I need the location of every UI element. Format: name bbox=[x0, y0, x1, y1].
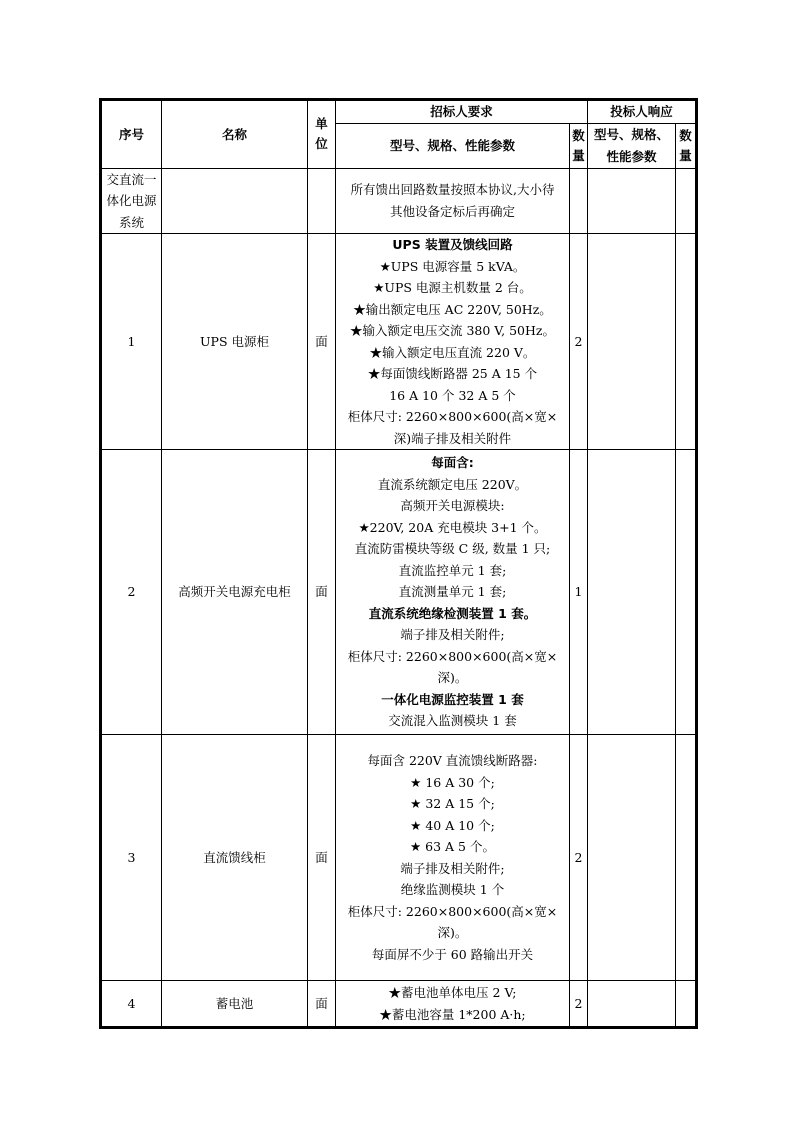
row-seq: 1 bbox=[101, 234, 162, 450]
row-resp-spec bbox=[588, 234, 676, 450]
row-qty: 2 bbox=[570, 234, 588, 450]
spec-line: 一体化电源监控装置 1 套 bbox=[381, 691, 524, 707]
row-spec bbox=[336, 168, 570, 234]
spec-line: ★ 16 A 30 个; bbox=[410, 774, 495, 790]
row-resp-qty bbox=[676, 981, 697, 1028]
spec-line: ★ 40 A 10 个; bbox=[410, 817, 495, 833]
row-resp-spec bbox=[588, 735, 676, 981]
spec-line: 柜体尺寸: 2260×800×600(高×宽× bbox=[347, 648, 558, 664]
row-qty: 2 bbox=[570, 981, 588, 1028]
header-resp-spec-line1: 型号、规格、 bbox=[594, 127, 670, 142]
spec-line: ★UPS 电源容量 5 kVA。 bbox=[379, 258, 526, 274]
table-row bbox=[101, 735, 697, 981]
spec-line: ★220V, 20A 充电模块 3+1 个。 bbox=[358, 519, 547, 535]
spec-line: 所有馈出回路数量按照本协议,大小待 bbox=[350, 182, 555, 198]
row-resp-qty bbox=[676, 735, 697, 981]
row-spec bbox=[336, 981, 570, 1028]
spec-line: ★输入额定电压交流 380 V, 50Hz。 bbox=[350, 323, 555, 338]
row-name-line: 体化电源 bbox=[106, 193, 157, 208]
table-row bbox=[101, 168, 697, 234]
spec-line: 柜体尺寸: 2260×800×600(高×宽× bbox=[347, 903, 558, 919]
spec-line: UPS 装置及馈线回路 bbox=[392, 237, 513, 252]
spec-line: ★蓄电池单体电压 2 V; bbox=[388, 985, 517, 1000]
row-spec bbox=[336, 450, 570, 735]
header-unit-text: 单位 bbox=[315, 116, 328, 152]
row-name bbox=[162, 168, 308, 234]
spec-line: 直流系统绝缘检测装置 1 套。 bbox=[368, 605, 537, 621]
row-unit: 面 bbox=[308, 234, 336, 450]
header-seq: 序号 bbox=[101, 100, 162, 169]
spec-line: 深)。 bbox=[437, 670, 468, 686]
row-seq: 2 bbox=[101, 450, 162, 735]
row-resp-qty bbox=[676, 234, 697, 450]
spec-line: ★输入额定电压直流 220 V。 bbox=[369, 344, 536, 360]
spec-line: 每面屏不少于 60 路输出开关 bbox=[371, 946, 534, 962]
row-resp-spec bbox=[588, 981, 676, 1028]
spec-line: ★UPS 电源主机数量 2 台。 bbox=[373, 280, 532, 295]
header-tender-requirements: 招标人要求 bbox=[336, 100, 588, 124]
spec-line: 16 A 10 个 32 A 5 个 bbox=[389, 387, 516, 403]
spec-line: 直流防雷模块等级 C 级, 数量 1 只; bbox=[354, 541, 551, 557]
row-name: 高频开关电源充电柜 bbox=[162, 450, 308, 735]
row-seq: 4 bbox=[101, 981, 162, 1028]
row-name-line: 交直流一 bbox=[106, 171, 157, 187]
spec-line: 深)端子排及相关附件 bbox=[393, 430, 512, 446]
row-resp-qty bbox=[676, 450, 697, 735]
spec-line: 高频开关电源模块: bbox=[400, 498, 505, 514]
header-req-spec: 型号、规格、性能参数 bbox=[336, 123, 570, 168]
header-resp-spec-line2: 性能参数 bbox=[606, 148, 657, 164]
spec-line: 绝缘监测模块 1 个 bbox=[400, 882, 505, 897]
spec-line: 直流系统额定电压 220V。 bbox=[377, 476, 528, 492]
row-qty: 2 bbox=[570, 735, 588, 981]
spec-line: ★输出额定电压 AC 220V, 50Hz。 bbox=[353, 301, 552, 317]
spec-line: ★ 32 A 15 个; bbox=[410, 796, 495, 811]
row-qty bbox=[570, 168, 588, 234]
spec-line: ★ 63 A 5 个。 bbox=[410, 839, 495, 854]
equipment-spec-table bbox=[99, 98, 698, 1029]
spec-line: 每面含: bbox=[431, 455, 474, 471]
spec-line: ★蓄电池容量 1*200 A·h; bbox=[379, 1006, 526, 1022]
spec-line: 交流混入监测模块 1 套 bbox=[388, 713, 517, 729]
row-resp-spec bbox=[588, 450, 676, 735]
header-resp-spec bbox=[588, 123, 676, 168]
spec-line: ★每面馈线断路器 25 A 15 个 bbox=[367, 366, 538, 381]
row-name-line: 系统 bbox=[118, 214, 144, 230]
spec-line: 深)。 bbox=[437, 925, 468, 940]
row-seq bbox=[101, 168, 162, 234]
row-unit: 面 bbox=[308, 450, 336, 735]
row-name: 直流馈线柜 bbox=[162, 735, 308, 981]
table-row bbox=[101, 234, 697, 450]
row-unit: 面 bbox=[308, 981, 336, 1028]
header-row-1 bbox=[101, 100, 697, 124]
spec-line: 端子排及相关附件; bbox=[400, 627, 505, 643]
spec-line: 柜体尺寸: 2260×800×600(高×宽× bbox=[347, 409, 558, 424]
spec-line: 直流监控单元 1 套; bbox=[398, 562, 507, 578]
spec-line: 每面含 220V 直流馈线断路器: bbox=[367, 753, 538, 768]
row-unit: 面 bbox=[308, 735, 336, 981]
header-name: 名称 bbox=[162, 100, 308, 169]
row-seq: 3 bbox=[101, 735, 162, 981]
header-unit bbox=[308, 100, 336, 169]
row-spec bbox=[336, 735, 570, 981]
header-req-qty-text: 数量 bbox=[572, 127, 585, 163]
header-req-qty bbox=[570, 123, 588, 168]
header-resp-qty-text: 数量 bbox=[679, 127, 692, 163]
spec-line: 端子排及相关附件; bbox=[400, 860, 505, 876]
row-resp-spec bbox=[588, 168, 676, 234]
header-bidder-response: 投标人响应 bbox=[588, 100, 697, 124]
spec-line: 其他设备定标后再确定 bbox=[389, 203, 515, 219]
row-name: UPS 电源柜 bbox=[162, 234, 308, 450]
spec-line: 直流测量单元 1 套; bbox=[398, 584, 507, 600]
header-resp-qty bbox=[676, 123, 697, 168]
row-name: 蓄电池 bbox=[162, 981, 308, 1028]
row-unit bbox=[308, 168, 336, 234]
row-spec bbox=[336, 234, 570, 450]
row-resp-qty bbox=[676, 168, 697, 234]
table-row bbox=[101, 450, 697, 735]
table-row bbox=[101, 981, 697, 1028]
row-qty: 1 bbox=[570, 450, 588, 735]
